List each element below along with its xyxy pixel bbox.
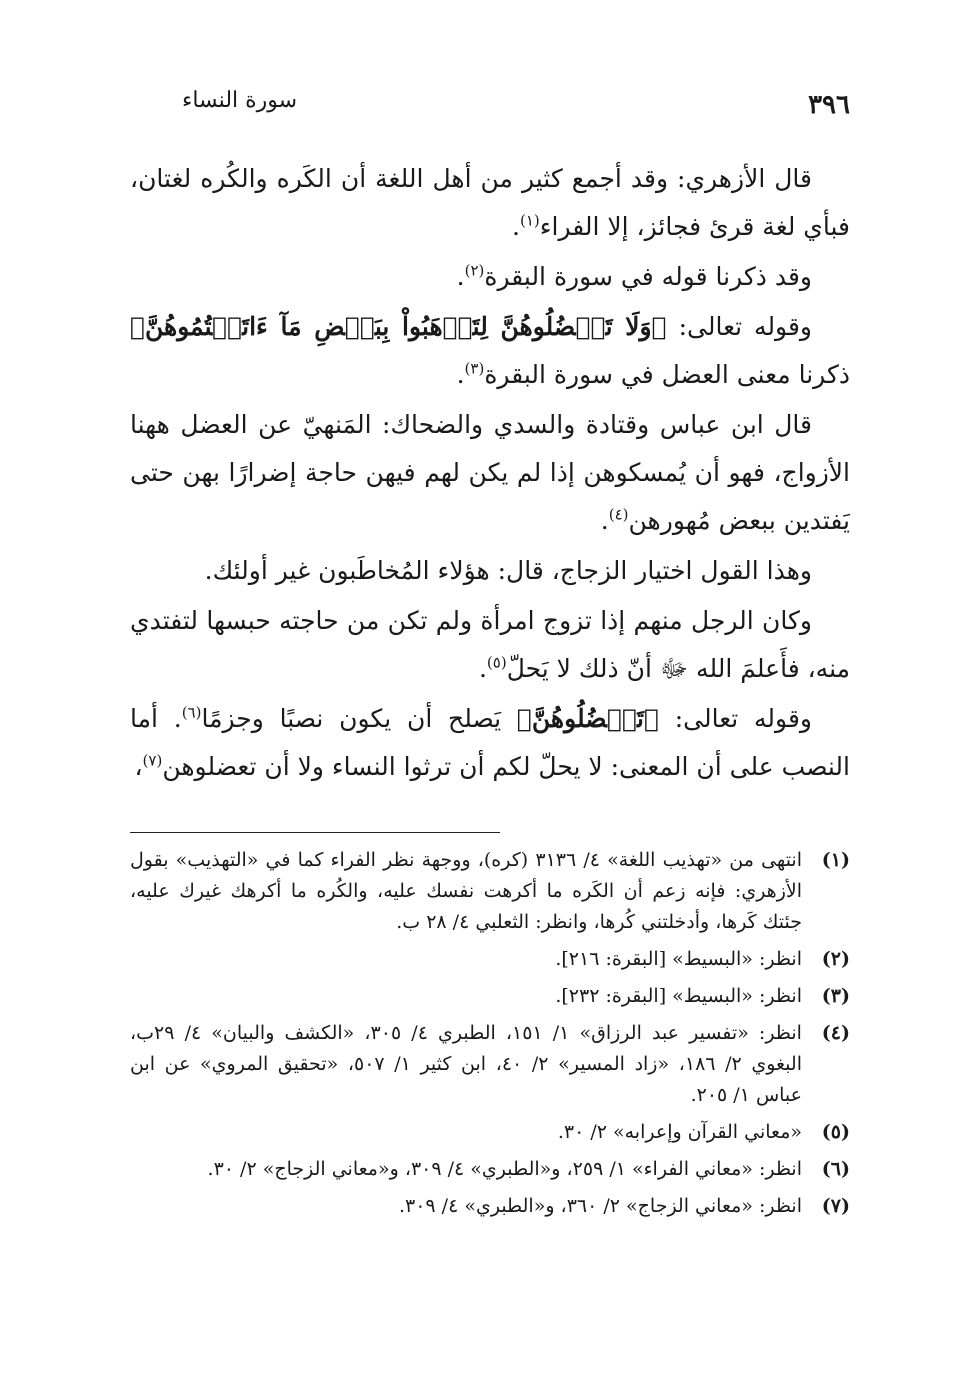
footnote-ref: (٧) — [142, 751, 163, 770]
footnote-5 — [130, 1117, 850, 1148]
paragraph-text: يَصلح أن يكون نصبًا وجزمًا — [201, 704, 517, 733]
paragraph-2 — [130, 253, 850, 301]
footnote-2 — [130, 944, 850, 975]
paragraph-text: . أما النصب على أن المعنى: لا يحلّ لكم أن ترثوا النساء ولا أن تعضلوهن — [130, 704, 850, 781]
punctuation: . — [456, 360, 465, 389]
quran-verse: ﴿تَعۡضُلُوهُنَّ﴾ — [516, 704, 659, 733]
punctuation: . — [600, 506, 609, 535]
sura-title: سورة النساء — [182, 88, 298, 113]
paragraph-text: ذكرنا معنى العضل في سورة البقرة — [484, 360, 850, 389]
running-head — [130, 86, 850, 126]
footnote-text: «معاني القرآن وإعرابه» ٢/ ٣٠. — [557, 1121, 802, 1143]
footnote-6 — [130, 1154, 850, 1185]
footnote-text: انظر: «تفسير عبد الرزاق» ١/ ١٥١، الطبري ٤/ ٣٠٥، «الكشف والبيان» ٤/ ٢٩ب، البغوي ٢/ ١٨٦، «زاد المسير» ٢/ ٤٠، ابن كثير ١/ ٥٠٧، «تحقيق المروي» عن ابن عباس ١/ ٢٠٥. — [130, 1022, 802, 1106]
footnote-number: (١) — [821, 849, 850, 871]
paragraph-1 — [130, 155, 850, 251]
paragraph-lead: وقوله تعالى: — [658, 704, 812, 733]
paragraph-text: قال الأزهري: وقد أجمع كثير من أهل اللغة أن الكَره والكُره لغتان، فبأي لغة قرئ فجائز، إلا الفراء — [130, 164, 850, 241]
paragraph-text: وكان الرجل منهم إذا تزوج امرأة ولم تكن من حاجته حبسها لتفتدي منه، فأَعلمَ الله ﷻ أنّ ذلك لا يَحلّ — [130, 606, 850, 683]
punctuation: . — [512, 212, 520, 241]
main-text — [130, 155, 850, 793]
paragraph-lead: وقوله تعالى: — [666, 312, 812, 341]
page-number: ٣٩٦ — [808, 90, 850, 120]
footnote-ref: (٦) — [181, 703, 202, 722]
paragraph-7 — [130, 695, 850, 791]
quran-verse: ﴿وَلَا تَعۡضُلُوهُنَّ لِتَذۡهَبُواْ بِبَعۡضِ مَآ ءَاتَيۡتُمُوهُنَّ﴾ — [130, 312, 667, 341]
footnote-ref: (٥) — [486, 653, 507, 672]
book-page — [130, 0, 850, 1380]
footnote-text: انظر: «معاني الزجاج» ٢/ ٣٦٠، و«الطبري» ٤/ ٣٠٩. — [398, 1195, 802, 1217]
footnote-number: (٢) — [821, 948, 850, 970]
footnote-ref: (٤) — [608, 505, 629, 524]
footnote-text: انظر: «البسيط» [البقرة: ٢١٦]. — [555, 948, 802, 970]
footnote-number: (٤) — [821, 1022, 850, 1044]
punctuation: . — [478, 654, 487, 683]
footnote-4 — [130, 1018, 850, 1111]
footnote-number: (٣) — [821, 985, 850, 1007]
footnote-number: (٧) — [821, 1195, 850, 1217]
footnote-ref: (٣) — [464, 359, 485, 378]
paragraph-text: قال ابن عباس وقتادة والسدي والضحاك: المَنهيّ عن العضل ههنا الأزواج، فهو أن يُمسكوهن إذا لم يكن لهم فيهن حاجة إضرارًا بهن حتى يَفتدين ببعض مُهورهن — [130, 410, 850, 535]
footnotes — [130, 845, 850, 1228]
punctuation: . — [456, 262, 465, 291]
footnote-text: انظر: «البسيط» [البقرة: ٢٣٢]. — [555, 985, 802, 1007]
footnote-ref: (١) — [519, 211, 540, 230]
paragraph-4 — [130, 401, 850, 545]
paragraph-6 — [130, 597, 850, 693]
footnote-7 — [130, 1191, 850, 1222]
paragraph-text: وقد ذكرنا قوله في سورة البقرة — [484, 262, 812, 291]
paragraph-text: وهذا القول اختيار الزجاج، قال: هؤلاء المُخاطَبون غير أولئك. — [204, 556, 812, 585]
footnote-ref: (٢) — [464, 261, 485, 280]
punctuation: ، — [134, 752, 143, 781]
footnote-3 — [130, 981, 850, 1012]
footnote-text: انظر: «معاني الفراء» ١/ ٢٥٩، و«الطبري» ٤/ ٣٠٩، و«معاني الزجاج» ٢/ ٣٠. — [207, 1158, 802, 1180]
footnote-number: (٥) — [821, 1121, 850, 1143]
paragraph-3 — [130, 303, 850, 399]
footnote-text: انتهى من «تهذيب اللغة» ٤/ ٣١٣٦ (كره)، ووجهة نظر الفراء كما في «التهذيب» بقول الأزهري: فإنه زعم أن الكَره ما أكرهت نفسك عليه، والكُره ما أكرهك غيرك عليه، جئتك كَرها، وأدخلتني كُرها، وانظر: الثعلبي ٤/ ٢٨ ب. — [130, 849, 802, 933]
footnote-number: (٦) — [821, 1158, 850, 1180]
footnote-1 — [130, 845, 850, 938]
footnote-divider — [130, 832, 500, 833]
paragraph-5 — [130, 547, 850, 595]
